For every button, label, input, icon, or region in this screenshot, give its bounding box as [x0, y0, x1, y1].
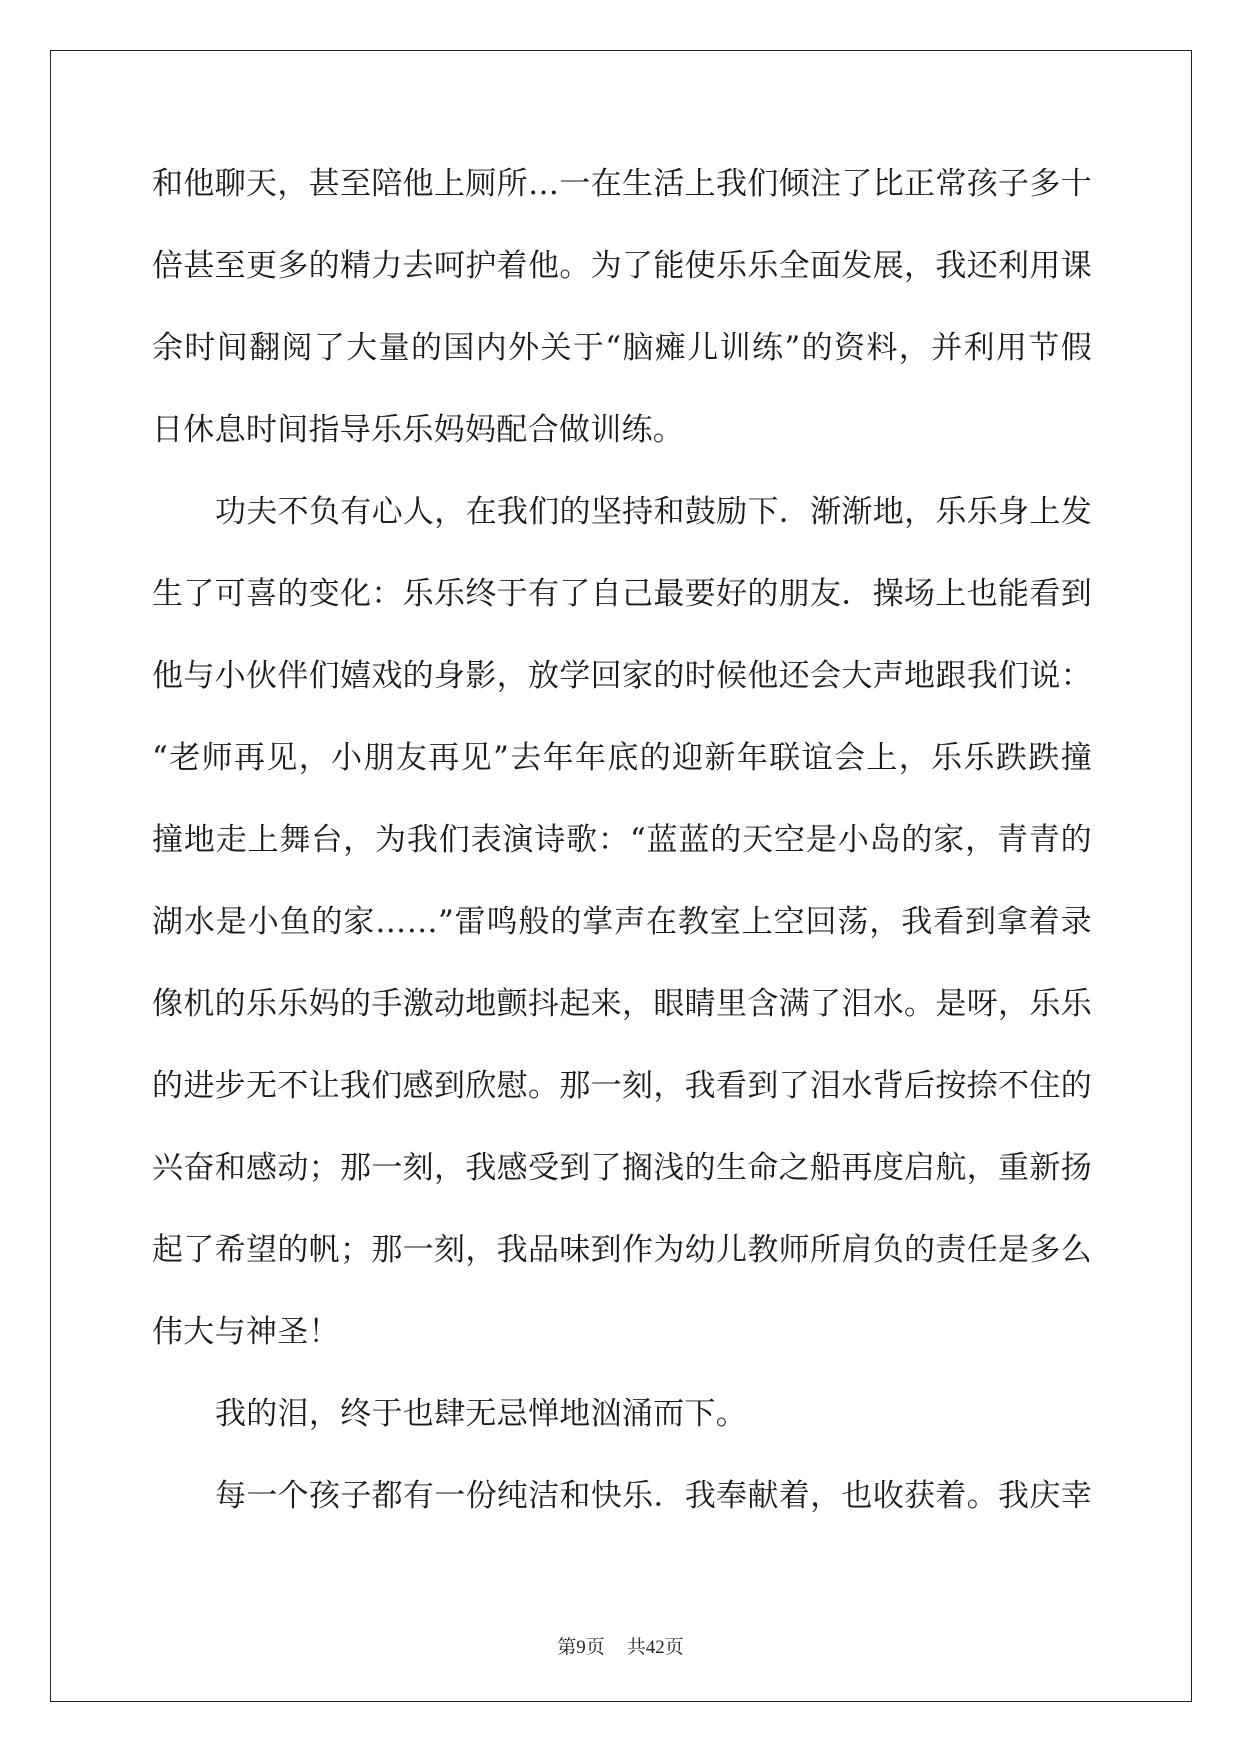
text-line: 湖水是小鱼的家……”雷鸣般的掌声在教室上空回荡，我看到拿着录 — [152, 904, 1092, 940]
text-line: 余时间翻阅了大量的国内外关于“脑瘫儿训练”的资料，并利用节假 — [152, 330, 1092, 366]
text-line: 每一个孩子都有一份纯洁和快乐．我奉献着，也收获着。我庆幸 — [215, 1478, 1092, 1514]
text-line: 撞地走上舞台，为我们表演诗歌：“蓝蓝的天空是小岛的家，青青的 — [152, 822, 1092, 858]
body-text — [152, 164, 1092, 1558]
page-footer — [0, 1632, 1241, 1659]
text-line: 他与小伙伴们嬉戏的身影，放学回家的时候他还会大声地跟我们说： — [152, 658, 1092, 694]
text-line: 起了希望的帆；那一刻，我品味到作为幼儿教师所肩负的责任是多么 — [152, 1232, 1092, 1268]
text-line: 日休息时间指导乐乐妈妈配合做训练。 — [152, 412, 685, 448]
page-number: 第9页 — [557, 1637, 605, 1658]
text-line: 我的泪，终于也肆无忌惮地汹涌而下。 — [215, 1396, 748, 1432]
text-line: 倍甚至更多的精力去呵护着他。为了能使乐乐全面发展，我还利用课 — [152, 248, 1092, 284]
text-line: 兴奋和感动；那一刻，我感受到了搁浅的生命之船再度启航，重新扬 — [152, 1150, 1092, 1186]
text-line: 生了可喜的变化：乐乐终于有了自己最要好的朋友．操场上也能看到 — [152, 576, 1092, 612]
text-line: 的进步无不让我们感到欣慰。那一刻，我看到了泪水背后按捺不住的 — [152, 1068, 1092, 1104]
text-line: 伟大与神圣！ — [152, 1314, 340, 1350]
text-line: 像机的乐乐妈的手激动地颤抖起来，眼睛里含满了泪水。是呀，乐乐 — [152, 986, 1092, 1022]
page-total: 共42页 — [626, 1637, 684, 1658]
text-line: “老师再见，小朋友再见”去年年底的迎新年联谊会上，乐乐跌跌撞 — [152, 740, 1092, 776]
text-line: 功夫不负有心人，在我们的坚持和鼓励下．渐渐地，乐乐身上发 — [215, 494, 1092, 530]
text-line: 和他聊天，甚至陪他上厕所…一在生活上我们倾注了比正常孩子多十 — [152, 166, 1092, 202]
